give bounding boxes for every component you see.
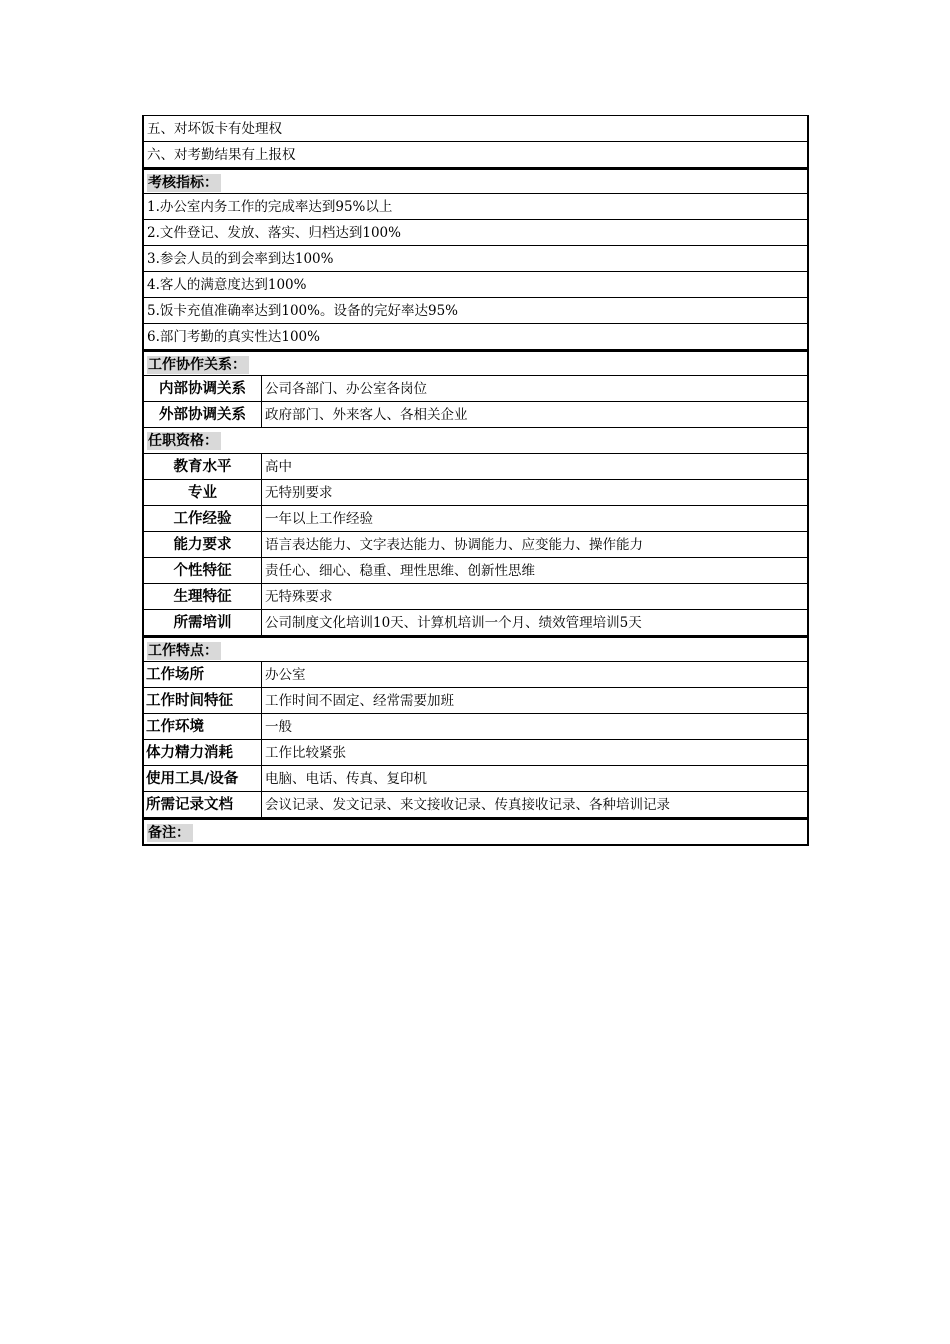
- qualification-label: 所需培训: [144, 610, 262, 635]
- feature-label: 工作环境: [144, 714, 262, 739]
- qualification-row: [144, 480, 807, 506]
- kpi-section-header: [144, 168, 807, 194]
- qualifications-title: 任职资格：: [147, 432, 221, 450]
- kpi-text: 1.办公室内务工作的完成率达到95%以上: [147, 199, 393, 215]
- kpi-row: [144, 272, 807, 298]
- qualification-row: [144, 558, 807, 584]
- qualification-label: 专业: [144, 480, 262, 505]
- qualification-value: 责任心、细心、稳重、理性思维、创新性思维: [265, 563, 535, 579]
- job-description-table: [142, 115, 809, 846]
- right-row-6: [144, 142, 807, 168]
- qualifications-section-header: [144, 428, 807, 454]
- feature-value: 办公室: [265, 667, 306, 683]
- features-title: 工作特点：: [147, 642, 221, 660]
- right-text: 六、对考勤结果有上报权: [147, 147, 296, 163]
- feature-row: [144, 662, 807, 688]
- qualification-row: [144, 584, 807, 610]
- relation-value: 公司各部门、办公室各岗位: [265, 381, 427, 397]
- feature-row: [144, 766, 807, 792]
- kpi-text: 6.部门考勤的真实性达100%: [147, 329, 320, 345]
- qualification-value: 一年以上工作经验: [265, 511, 373, 527]
- section-title: [144, 820, 196, 844]
- feature-label: 工作场所: [144, 662, 262, 687]
- feature-value: 工作比较紧张: [265, 745, 346, 761]
- kpi-row: [144, 194, 807, 220]
- section-title: [144, 638, 224, 661]
- kpi-row: [144, 298, 807, 324]
- remarks-section-header: [144, 818, 807, 844]
- qualification-value: 公司制度文化培训10天、计算机培训一个月、绩效管理培训5天: [265, 615, 642, 631]
- right-text: 五、对坏饭卡有处理权: [147, 121, 282, 137]
- kpi-text: 5.饭卡充值准确率达到100%。设备的完好率达95%: [147, 303, 458, 319]
- relations-section-header: [144, 350, 807, 376]
- feature-value: 一般: [265, 719, 292, 735]
- qualification-label: 教育水平: [144, 454, 262, 479]
- qualification-row: [144, 532, 807, 558]
- feature-value: 工作时间不固定、经常需要加班: [265, 693, 454, 709]
- feature-label: 所需记录文档: [144, 792, 262, 817]
- kpi-text: 4.客人的满意度达到100%: [147, 277, 307, 293]
- qualification-row: [144, 506, 807, 532]
- kpi-row: [144, 324, 807, 350]
- remarks-title: 备注：: [147, 824, 193, 842]
- feature-row: [144, 688, 807, 714]
- right-row-5: [144, 116, 807, 142]
- qualification-row: [144, 610, 807, 636]
- kpi-row: [144, 246, 807, 272]
- kpi-text: 2.文件登记、发放、落实、归档达到100%: [147, 225, 401, 241]
- qualification-value: 无特殊要求: [265, 589, 333, 605]
- feature-row: [144, 740, 807, 766]
- section-title: [144, 352, 252, 375]
- qualification-value: 语言表达能力、文字表达能力、协调能力、应变能力、操作能力: [265, 537, 643, 553]
- relation-row-external: [144, 402, 807, 428]
- qualification-label: 能力要求: [144, 532, 262, 557]
- feature-value: 电脑、电话、传真、复印机: [265, 771, 427, 787]
- features-section-header: [144, 636, 807, 662]
- kpi-text: 3.参会人员的到会率到达100%: [147, 251, 334, 267]
- feature-label: 使用工具/设备: [144, 766, 262, 791]
- relation-row-internal: [144, 376, 807, 402]
- relation-label: 外部协调关系: [144, 402, 262, 427]
- feature-label: 工作时间特征: [144, 688, 262, 713]
- feature-row: [144, 792, 807, 818]
- qualification-row: [144, 454, 807, 480]
- qualification-label: 工作经验: [144, 506, 262, 531]
- qualification-value: 高中: [265, 459, 292, 475]
- section-title: [144, 428, 224, 453]
- qualification-label: 个性特征: [144, 558, 262, 583]
- kpi-row: [144, 220, 807, 246]
- feature-row: [144, 714, 807, 740]
- relation-value: 政府部门、外来客人、各相关企业: [265, 407, 468, 423]
- relations-title: 工作协作关系：: [147, 356, 249, 374]
- qualification-label: 生理特征: [144, 584, 262, 609]
- section-title: [144, 170, 224, 193]
- relation-label: 内部协调关系: [144, 376, 262, 401]
- qualification-value: 无特别要求: [265, 485, 333, 501]
- kpi-title: 考核指标：: [147, 174, 221, 192]
- feature-value: 会议记录、发文记录、来文接收记录、传真接收记录、各种培训记录: [265, 797, 670, 813]
- feature-label: 体力精力消耗: [144, 740, 262, 765]
